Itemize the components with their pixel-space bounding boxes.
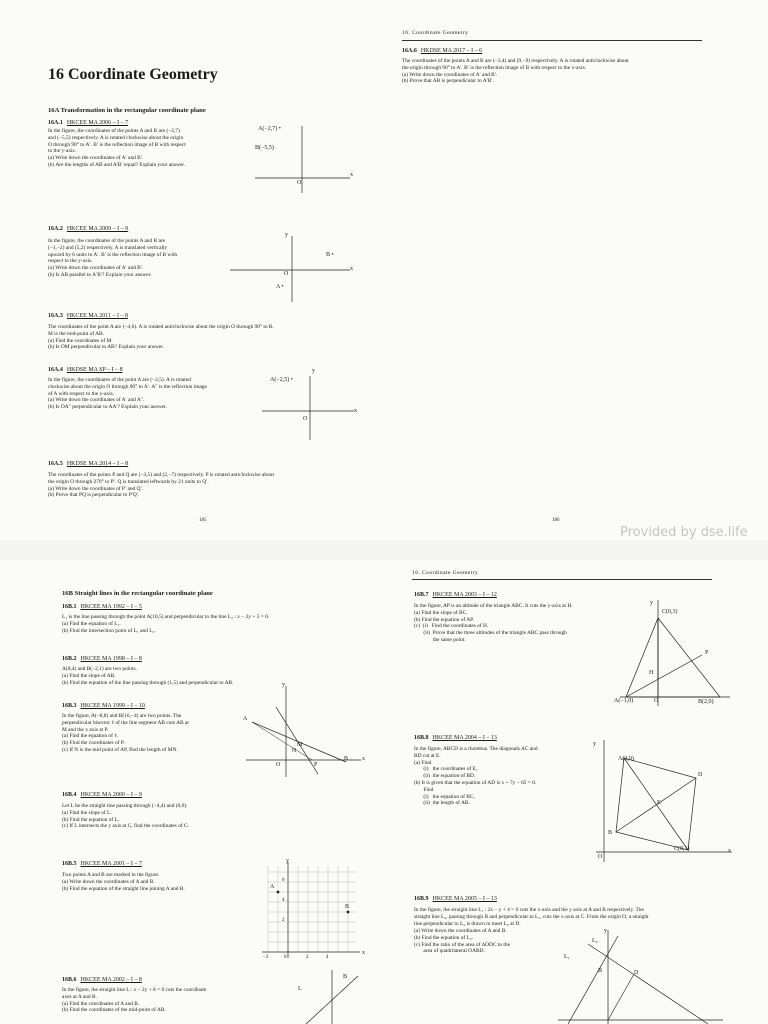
question-text: In the figure, the coordinates of the point A are (−2,5). A is rotated clockwise about the origin O through 90° to A′. A″ is the reflection image of A with respect to the y-axis. (a) Write down the coordinates of A′ and A″. (b) Is OA″ perpendicular to AA′? Explain your answer. [48,377,207,411]
figure-label: y [604,928,607,934]
question-heading [414,896,497,902]
question-id: 16B.6 [62,977,77,983]
figure-label: D [698,772,703,778]
figure-label: N [292,748,297,754]
figure-label: D [634,970,639,976]
question-id: 16A.3 [48,313,63,319]
figure-label: E [657,800,661,806]
question-source: HKCEE MA 2006 – I – 7 [66,120,129,126]
question-source: HKCEE MA 2002 – I – 8 [80,977,142,983]
question-source: HKCEE MA 2001 – I – 7 [80,861,142,867]
question-source: HKCEE MA 2005 – I – 13 [432,896,497,902]
question-source: HKDSE MA SP – I – 8 [66,367,123,373]
question-text: In the figure, AP is an altitude of the triangle ABC. It cuts the y-axis at H. (a) Find the slope of BC. (b) Find the equation of AP. (c) (i) Find the coordinates of H. (ii) Prove that the three altitudes of the triangle ABC pass through the same point. [414,603,573,643]
chapter-title: 16 Coordinate Geometry [48,66,218,83]
figure-label: B [598,968,603,974]
page-top-left [0,0,392,540]
figure-label: B(2,0) [698,699,714,705]
figure-label: y [285,232,288,238]
tick-label: 2 [306,955,309,960]
figure-label: y [282,682,285,688]
question-heading [62,977,142,983]
question-text: In the figure, A(−8,8) and B(16,−4) are two points. The perpendicular bisector ℓ of the line segment AB cuts AB at M and the x axis at P. (a) Find the equation of ℓ. (b) Find the coordinates of P. (c) If N is the mid point of AP, find the length of MN. [62,713,189,753]
question-text: In the figure, ABCD is a rhombus. The diagonals AC and BD cut at E. (a) Find (i) the coordinates of E, (ii) the equation of BD. (b) It is given that the equation of AD is x + 7y − 65 = 0. Find (i) the equation of BC, (ii) the length of AB. [414,746,538,807]
figure-label: A [270,884,275,890]
question-text: In the figure, the straight line L₁ : 2x − y + 4 = 0 cuts the x-axis and the y axis at A and B respectively. The straight line L₂, passing through B and perpendicular to L₁, cuts the x-axis at C. From the origin O, a straight line perpendicular to L₂ is drawn to meet L₂ at D. [414,907,649,927]
figure-label: M [297,742,303,748]
question-id: 16A.1 [48,120,63,126]
figure-label: A(−2,7) • [258,126,281,132]
figure-label: B [344,756,349,762]
figure-label: x [728,848,731,854]
figure-16a2 [230,232,360,302]
figure-label: x [362,950,365,956]
question-heading [414,592,497,598]
question-text: The coordinates of the points P and Q are (−3,5) and (2,−7) respectively. P is rotated anticlockwise about the origin O through 270° to P′. Q is translated leftwards by 21 units to Q′. (a) Write down the coordinates of P′ and Q′. (b) Prove that PQ is perpendicular to P′Q′. [48,472,274,499]
section-heading: 16A Transformation in the rectangular coordinate plane [48,107,206,114]
question-source: HKCEE MA 1998 – I – 8 [80,656,142,662]
figure-16b8 [596,740,736,862]
figure-label: O [303,416,308,422]
tick-label: 6 [282,878,285,883]
header-rule [412,579,712,580]
figure-label: A(−2,5) • [270,377,293,383]
figure-label: L [298,986,302,992]
figure-label: P [314,762,318,768]
question-text: A(0,4) and B(−2,1) are two points. (a) Find the slope of AB. (b) Find the equation of the line passing through (1,5) and perpendicular to AB. [62,666,234,686]
figure-label: x [350,172,353,178]
running-header: 16. Coordinate Geometry [402,30,469,36]
page-number: 186 [552,518,560,523]
page-top-right [392,0,768,540]
figure-label: y [286,858,289,864]
header-rule [402,40,702,41]
question-source: HKCEE MA 2009 – I – 9 [66,226,129,232]
question-source: HKCEE MA 1992 – I – 5 [80,604,142,610]
question-text: In the figure, the coordinates of the points A and B are (−1,−2) and (5,2) respectively. A is translated vertically upward by 6 units to A′. B′ is the reflection image of B with respect to the y-axis. (a) Write down the coordinates of A′ and B′. (b) Is AB parallel to A′B′? Explain your answer. [48,238,178,278]
question-id: 16A.2 [48,226,63,232]
question-heading [414,735,497,741]
tick-label: 2 [282,918,285,923]
question-heading [48,120,128,126]
watermark: Provided by dse.life [620,525,748,540]
section-heading: 16B Straight lines in the rectangular coordinate plane [62,590,213,597]
figure-label: B [608,830,613,836]
figure-label: x [362,756,365,762]
figure-label: O [284,271,289,277]
figure-16b3 [246,682,371,777]
question-id: 16A.6 [402,48,417,54]
question-id: 16B.9 [414,896,429,902]
question-text: The coordinates of the points A and B are (−3,4) and (9,−9) respectively. A is rotated anticlockwise about the origin through 90° to A′. B′ is the reflection image of B with respect to the x-axis. (a) Write down the coordinates of A′ and B′. (b) Prove that AB is perpendicular to A′B′. [402,58,629,85]
question-id: 16B.7 [414,592,429,598]
figure-label: O [297,180,302,186]
tick-label: 0 [284,955,287,960]
figure-label: O [598,854,603,860]
tick-label: −2 [263,955,269,960]
figure-label: x [354,408,357,414]
figure-label: P [705,650,709,656]
figure-label: C(0,3) [662,609,678,615]
question-source: HKCEE MA 1999 – I – 10 [80,703,145,709]
question-id: 16B.1 [62,604,77,610]
question-heading [62,703,145,709]
question-heading [62,604,142,610]
tick-label: 4 [282,898,285,903]
question-heading [402,48,482,54]
figure-label: B [345,904,350,910]
question-text: Two points A and B are marked in the figure. (a) Write down the coordinates of A and B. (b) Find the equation of the straight line joining A and B. [62,872,185,892]
question-id: 16B.5 [62,861,77,867]
question-heading [62,792,142,798]
question-source: HKDSE MA 2017 – I – 6 [420,48,483,54]
question-source: HKDSE MA 2014 – I – 8 [66,461,129,467]
figure-16b6 [296,970,366,1024]
question-id: 16B.2 [62,656,77,662]
figure-label: B(−5,5) [255,145,274,151]
question-heading [62,656,142,662]
running-header: 16. Coordinate Geometry [412,570,479,576]
figure-label: y [650,600,653,606]
question-source: HKCEE MA 2003 – I – 12 [432,592,497,598]
figure-label: L₁ [564,954,570,960]
tick-label: 4 [326,955,329,960]
figure-16b7 [620,600,730,708]
question-id: 16B.4 [62,792,77,798]
figure-label: A [243,716,248,722]
figure-label: B • [326,252,334,258]
figure-16b9 [558,930,728,1024]
question-id: 16A.5 [48,461,63,467]
figure-label: C(8,1) [674,846,690,852]
page-bottom-left [0,560,392,1024]
question-heading [48,226,128,232]
figure-label: A(2,9) [618,756,634,762]
question-id: 16B.8 [414,735,429,741]
figure-16b5-grid [262,862,362,958]
figure-label: y [312,368,315,374]
question-id: 16A.4 [48,367,63,373]
question-text: The coordinates of the point A are (−4,6). A is rotated anticlockwise about the origin O through 90° to B. M is the mid-point of AB. (a) Find the coordinates of M. (b) Is OM perpendicular to AB? Explain your answer. [48,324,274,351]
figure-label: L₂ [592,938,598,944]
question-parts: (a) Write down the coordinates of A and B. (b) Find the equation of L₂. (c) Find the ratio of the area of ΔODC to the area of quadrilateral OABD. [414,928,510,955]
question-heading [48,313,128,319]
figure-label: A(−1,0) [614,698,634,704]
question-text: In the figure, the straight line L : x − 2y + 8 = 0 cuts the coordinate axes at A and B. (a) Find the coordinates of A and B. (b) Find the coordinates of the mid-point of AB. [62,987,207,1014]
figure-label: H [649,670,654,676]
question-source: HKCEE MA 2011 – I – 8 [66,313,128,319]
figure-label: y [593,741,596,747]
question-text: In the figure, the coordinates of the points A and B are (−2,7) and (−5,5) respectively. A is rotated clockwise about the origin O through 90° to A′. B′ is the reflection image of B with respect to the y-axis. (a) Write down the coordinates of A′ and B′. (b) Are the lengths of AB and A′B′ equal? Explain your answer. [48,128,186,168]
question-text: Let L be the straight line passing through (−4,4) and (6,0). (a) Find the slope of L. (b) Find the equation of L. (c) If L intersects the y axis at C, find the coordinates of C. [62,803,189,830]
question-heading [48,461,128,467]
question-heading [62,861,142,867]
figure-label: A • [276,284,284,290]
page-bottom-right [392,560,768,1024]
question-id: 16B.3 [62,703,77,709]
question-source: HKCEE MA 2000 – I – 9 [80,792,142,798]
figure-label: x [350,266,353,272]
question-text: L₁ is the line passing through the point A(10,5) and perpendicular to the line L₂ : x − 2y + 5 = 0. (a) Find the equation of L₁. (b) Find the intersection point of L₁ and L₂. [62,614,270,634]
figure-label: B [343,974,348,980]
figure-label: O [276,762,281,768]
figure-label: O [654,698,659,704]
question-heading [48,367,123,373]
question-source: HKCEE MA 2004 – I – 13 [432,735,497,741]
page-number: 185 [199,518,207,523]
